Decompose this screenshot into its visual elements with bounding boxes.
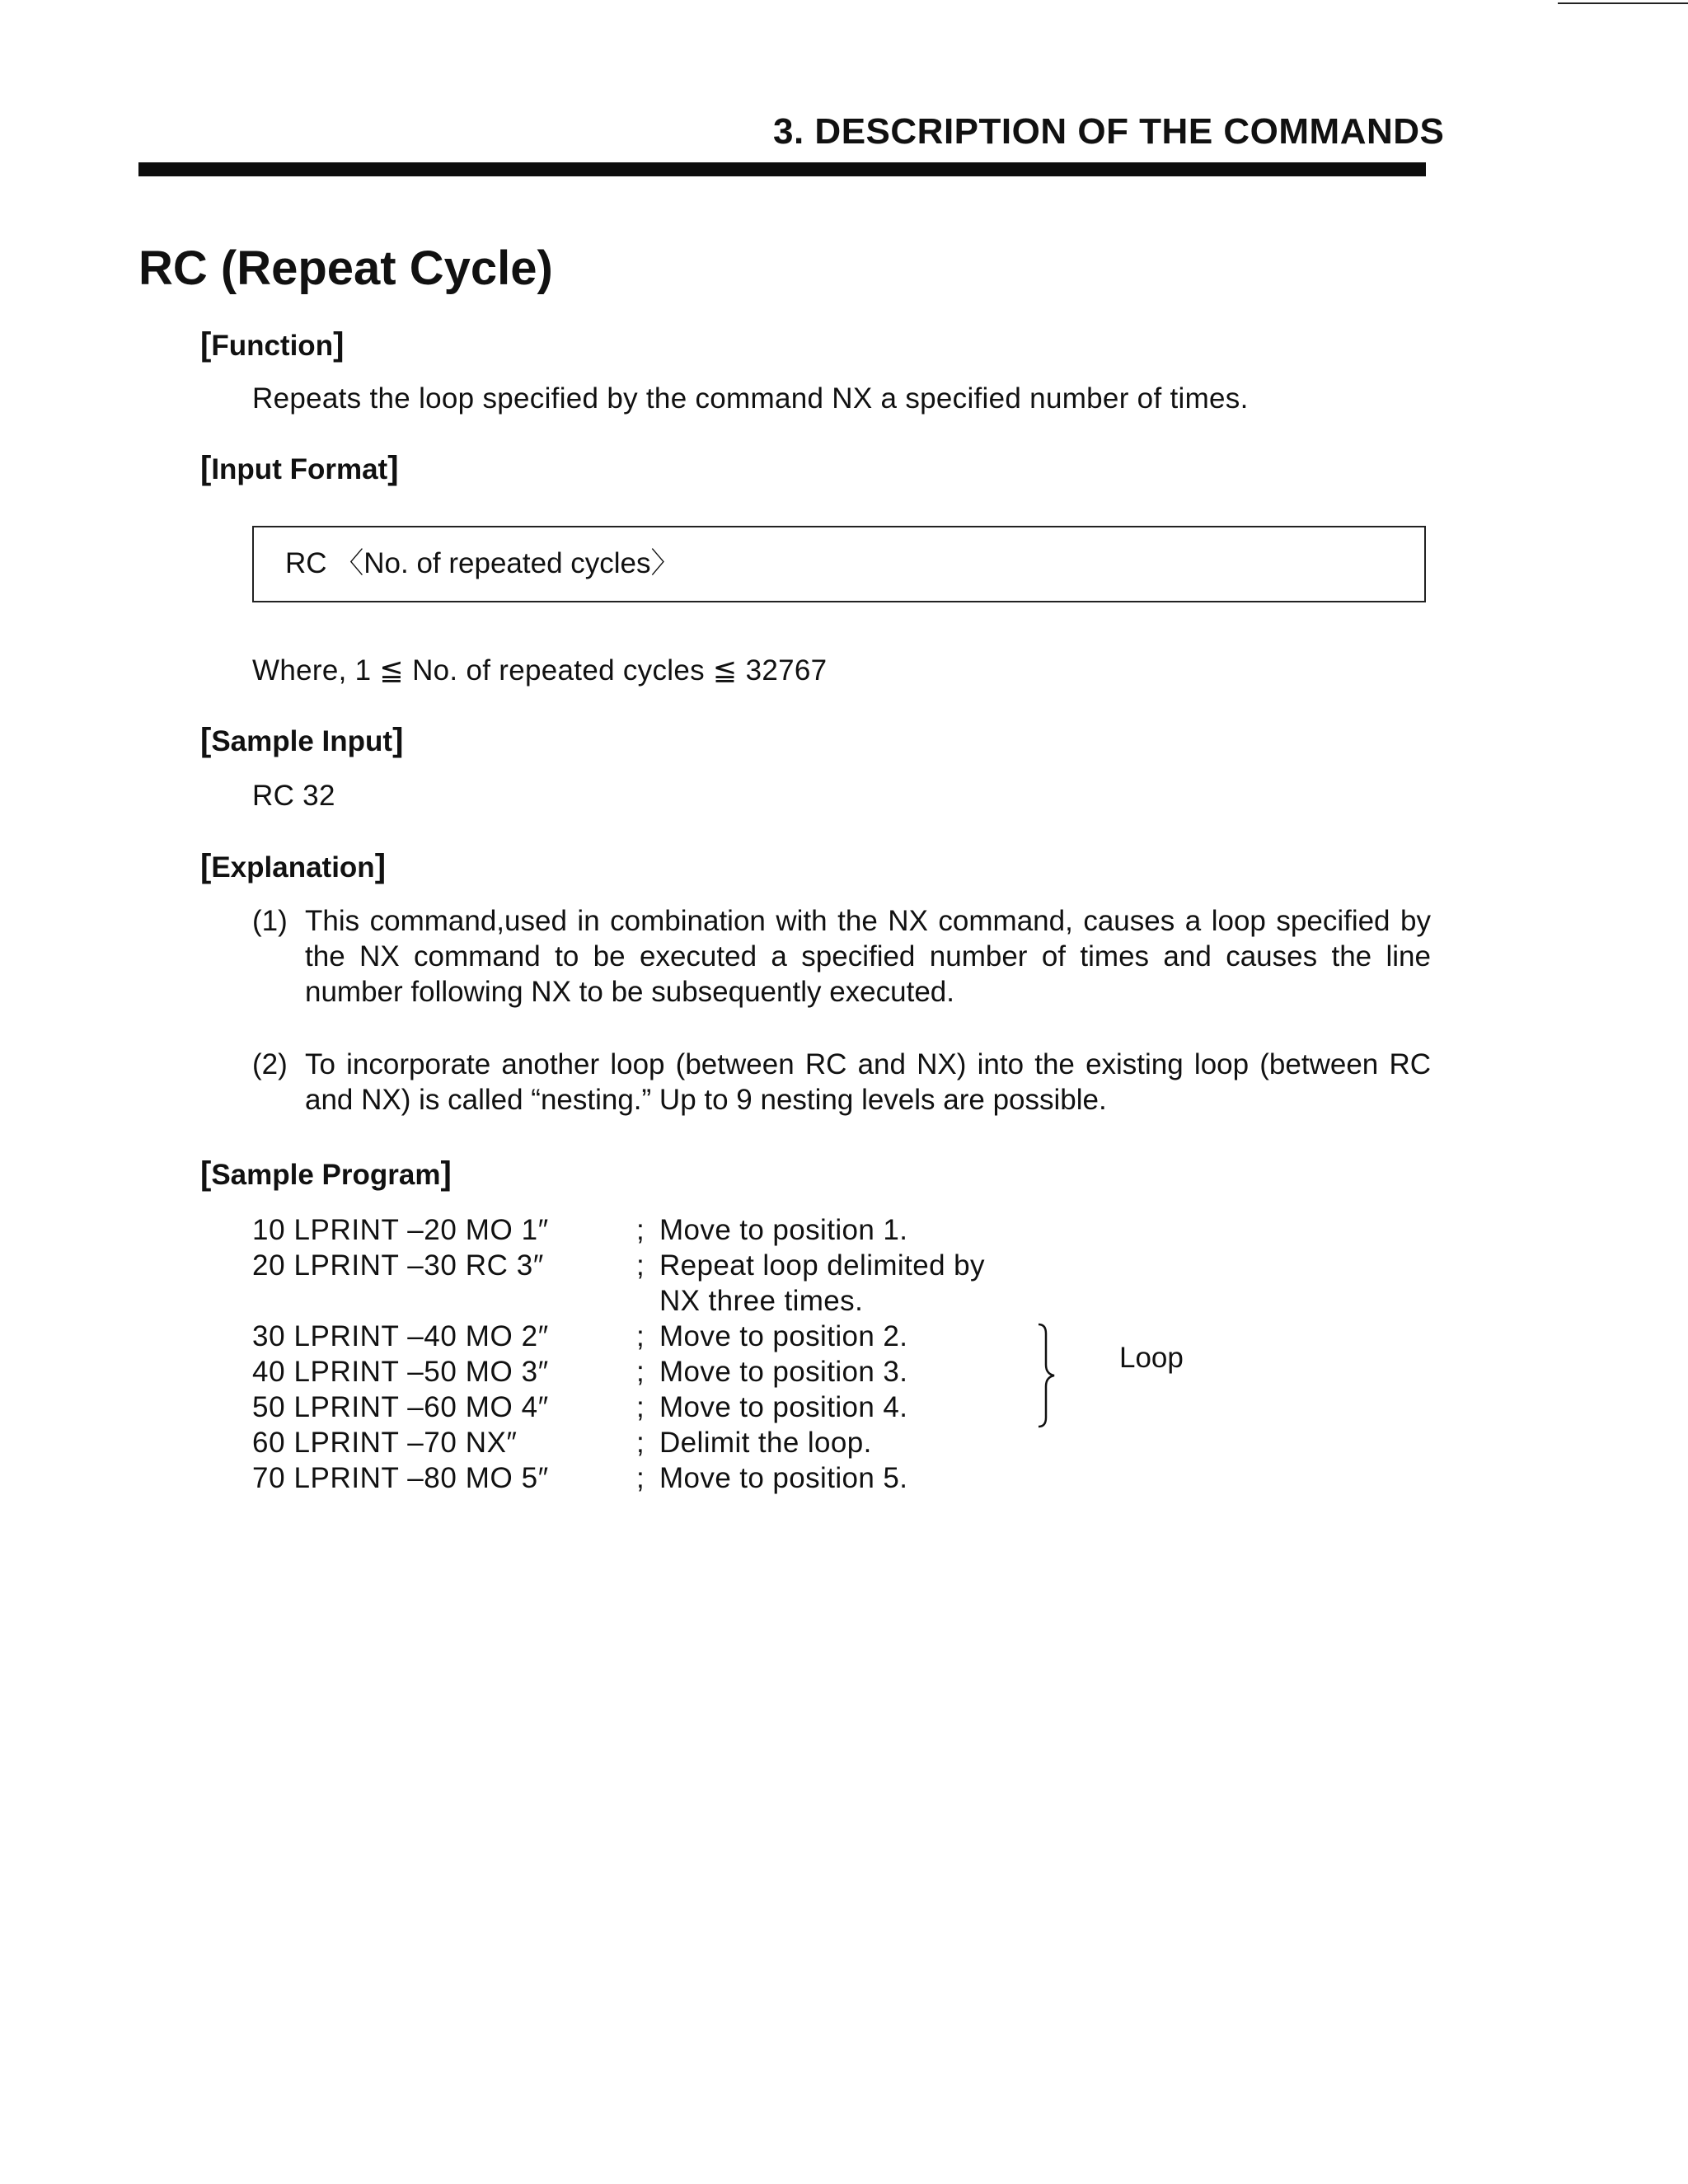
program-comment: Delimit the loop. — [659, 1427, 872, 1459]
program-comment: Move to position 5. — [659, 1462, 908, 1494]
explanation-item — [252, 1047, 1431, 1118]
loop-label: Loop — [1119, 1342, 1184, 1374]
function-text: Repeats the loop specified by the command NX a specified number of times. — [252, 382, 1249, 415]
bracket-open: [ — [200, 1155, 212, 1192]
explanation-item-number: (1) — [252, 905, 288, 937]
program-comment: Move to position 1. — [659, 1214, 908, 1246]
program-separator: ; — [636, 1320, 645, 1352]
bracket-open: [ — [200, 450, 212, 486]
program-line — [252, 1212, 1076, 1248]
input-format-heading — [200, 450, 399, 488]
function-heading-label: Function — [211, 330, 334, 362]
sample-program-heading — [200, 1155, 452, 1193]
explanation-item-text: To incorporate another loop (between RC and NX) into the existing loop (between RC and NX) is called “nesting.” Up to 9 nesting levels are possible. — [305, 1048, 1431, 1116]
input-format-where: Where, 1 ≦ No. of repeated cycles ≦ 32767 — [252, 654, 828, 687]
explanation-heading-label: Explanation — [211, 851, 375, 883]
bracket-close: ] — [440, 1155, 452, 1192]
program-separator: ; — [636, 1214, 645, 1246]
program-code: 20 LPRINT –30 RC 3″ — [252, 1249, 544, 1282]
bracket-open: [ — [200, 326, 212, 363]
chapter-heading: 3. DESCRIPTION OF THE COMMANDS — [773, 111, 1445, 152]
bracket-close: ] — [374, 848, 387, 884]
bracket-open: [ — [200, 722, 212, 758]
sample-input-heading — [200, 722, 403, 760]
program-separator: ; — [636, 1249, 645, 1282]
sample-program-heading-label: Sample Program — [211, 1159, 441, 1191]
program-separator: ; — [636, 1391, 645, 1423]
program-line — [252, 1425, 1076, 1460]
program-separator: ; — [636, 1427, 645, 1459]
bracket-open: [ — [200, 848, 212, 884]
program-code: 10 LPRINT –20 MO 1″ — [252, 1214, 549, 1246]
program-comment-continuation: NX three times. — [659, 1285, 864, 1317]
program-code: 40 LPRINT –50 MO 3″ — [252, 1356, 549, 1388]
program-comment: Repeat loop delimited by — [659, 1249, 985, 1282]
program-comment: Move to position 4. — [659, 1391, 908, 1423]
explanation-heading — [200, 848, 386, 886]
input-format-text: RC 〈No. of repeated cycles〉 — [285, 547, 680, 579]
sample-input-heading-label: Sample Input — [211, 725, 393, 757]
loop-brace-icon — [1034, 1322, 1059, 1429]
function-heading — [200, 326, 344, 364]
bracket-close: ] — [392, 722, 404, 758]
program-line — [252, 1354, 1076, 1390]
program-separator: ; — [636, 1462, 645, 1494]
program-code: 60 LPRINT –70 NX″ — [252, 1427, 518, 1459]
corner-mark — [1558, 2, 1688, 4]
bracket-close: ] — [387, 450, 399, 486]
section-title: RC (Repeat Cycle) — [138, 241, 553, 295]
program-line — [252, 1319, 1076, 1354]
input-format-heading-label: Input Format — [211, 453, 388, 485]
explanation-item-text: This command,used in combination with the NX command, causes a loop specified by the NX command to be executed a specified number of times and causes the line number following NX to be subsequently executed. — [305, 905, 1431, 1008]
program-comment: Move to position 2. — [659, 1320, 908, 1352]
program-code: 70 LPRINT –80 MO 5″ — [252, 1462, 549, 1494]
explanation-item — [252, 903, 1431, 1010]
heading-rule — [138, 162, 1426, 176]
program-separator: ; — [636, 1356, 645, 1388]
program-line — [252, 1390, 1076, 1425]
program-line — [252, 1460, 1076, 1496]
program-comment: Move to position 3. — [659, 1356, 908, 1388]
program-line — [252, 1248, 1076, 1283]
explanation-item-number: (2) — [252, 1048, 288, 1080]
input-format-box — [252, 526, 1426, 602]
program-code: 50 LPRINT –60 MO 4″ — [252, 1391, 549, 1423]
sample-input-text: RC 32 — [252, 780, 335, 812]
bracket-close: ] — [333, 326, 345, 363]
program-code: 30 LPRINT –40 MO 2″ — [252, 1320, 549, 1352]
